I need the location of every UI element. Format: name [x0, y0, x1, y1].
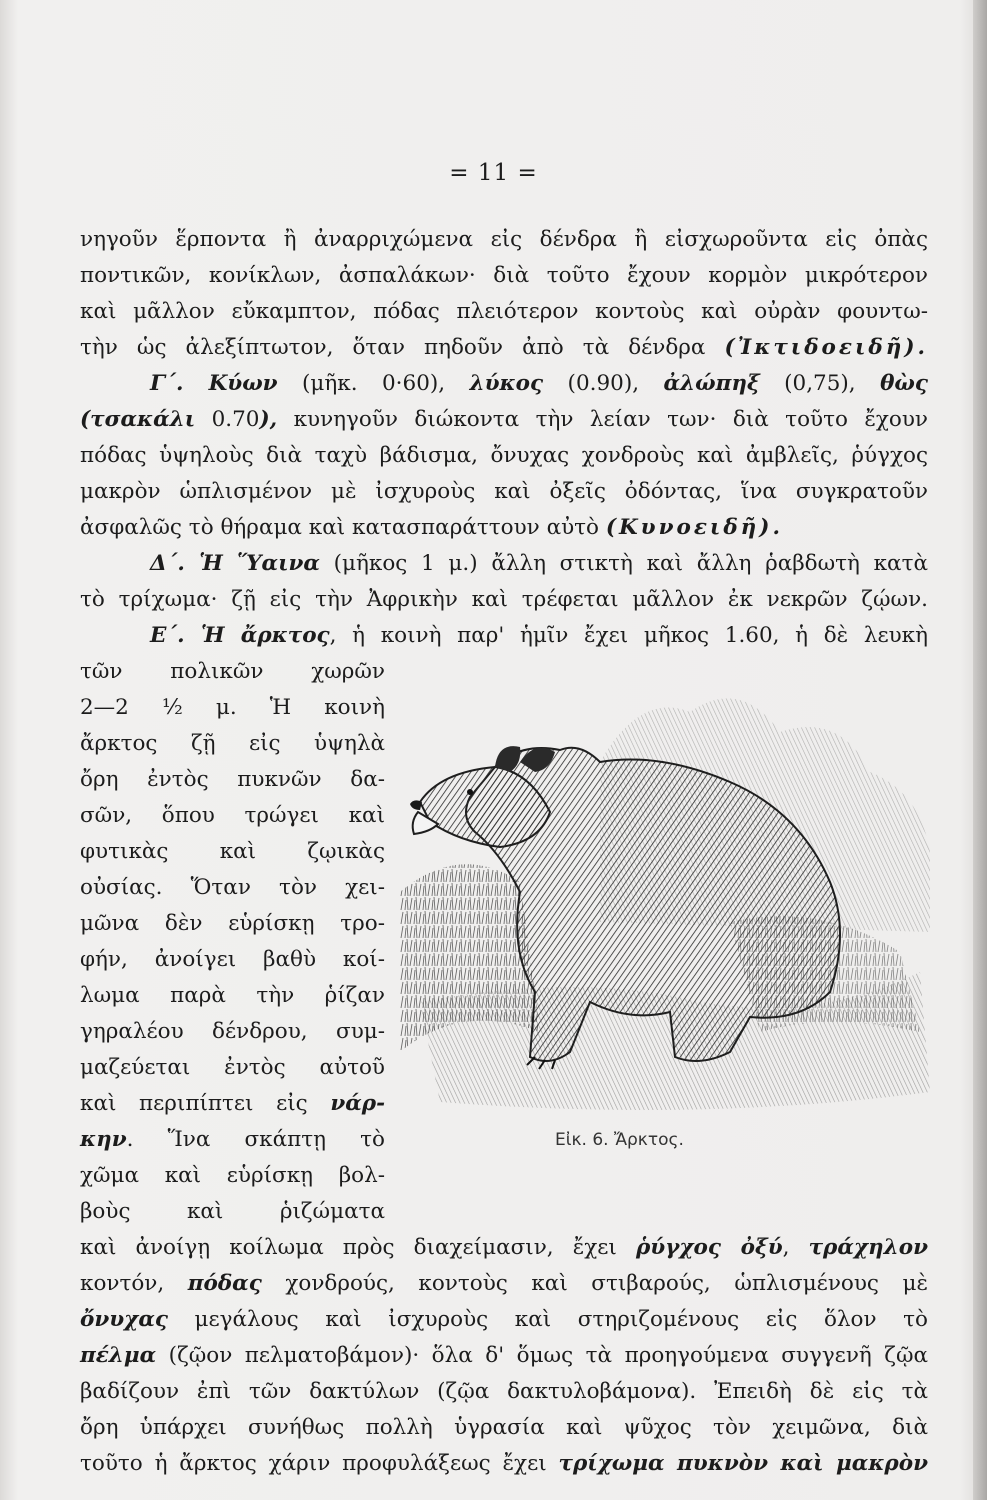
text-line: πόδας ὑψηλοὺς διὰ ταχὺ βάδισμα, ὄνυχας χονδροὺς καὶ ἀμβλεῖς, ῥύγχος: [80, 443, 928, 468]
term: πόδας: [187, 1271, 262, 1296]
text-line: βαδίζουν ἐπὶ τῶν δακτύλων (ζῷα δακτυλοβάμονα). Ἐπειδὴ δὲ εἰς τὰ: [80, 1379, 928, 1404]
text-line: Ε΄. Ἡ ἄρκτος, ἡ κοινὴ παρ' ἡμῖν ἔχει μῆκος 1.60, ἡ δὲ λευκὴ: [150, 623, 928, 648]
page-edge: [973, 0, 987, 1500]
figure-caption: Εἰκ. 6. Ἄρκτος.: [555, 1130, 684, 1150]
text-line: τὸ τρίχωμα· ζῇ εἰς τὴν Ἀφρικὴν καὶ τρέφεται μᾶλλον ἐκ νεκρῶν ζῴων.: [80, 587, 928, 612]
text-line: ὄρη ἐντὸς πυκνῶν δα-: [80, 767, 385, 792]
text-line: 2—2 ½ μ. Ἡ κοινὴ: [80, 695, 385, 720]
term: (Κυνοειδῆ).: [605, 515, 783, 540]
term: πέλμα: [80, 1343, 157, 1368]
heading-term: Δ΄. Ἡ Ὕαινα: [150, 551, 320, 576]
text-line: λωμα παρὰ τὴν ῥίζαν: [80, 983, 385, 1008]
heading-term: Γ΄. Κύων: [150, 371, 278, 396]
text-line: σῶν, ὅπου τρώγει καὶ: [80, 803, 385, 828]
text-line: κοντόν, πόδας χονδρούς, κοντοὺς καὶ στιβαρούς, ὡπλισμένους μὲ: [80, 1271, 929, 1296]
text-line: ποντικῶν, κονίκλων, ἀσπαλάκων· διὰ τοῦτο ἔχουν κορμὸν μικρότερον: [80, 263, 928, 288]
heading-term: Ε΄. Ἡ ἄρκτος: [150, 623, 330, 648]
text-line: πέλμα (ζῷον πελματοβάμον)· ὅλα δ' ὅμως τὰ προηγούμενα συγγενῆ ζῷα: [80, 1343, 928, 1368]
term: (τσακάλι: [80, 407, 196, 432]
text-line: ὄρη ὑπάρχει συνήθως πολλὴ ὑγρασία καὶ ψῦχος τὸν χειμῶνα, διὰ: [80, 1415, 928, 1440]
term: τρίχωμα πυκνὸν καὶ μακρὸν: [558, 1451, 928, 1476]
text-line: φυτικὰς καὶ ζῳικὰς: [80, 839, 385, 864]
text-line: ὄνυχας μεγάλους καὶ ἰσχυροὺς καὶ στηριζομένους εἰς ὅλον τὸ: [80, 1307, 928, 1332]
text-line: Γ΄. Κύων (μῆκ. 0·60), λύκος (0.90), ἀλώπηξ (0,75), θὼς: [150, 371, 928, 396]
text-line: ἀσφαλῶς τὸ θήραμα καὶ κατασπαράττουν αὐτὸ (Κυνοειδῆ).: [80, 515, 783, 540]
text-line: ἄρκτος ζῇ εἰς ὑψηλὰ: [80, 731, 385, 756]
text-line: γηραλέου δένδρου, συμ-: [80, 1019, 385, 1044]
text-line: καὶ μᾶλλον εὔκαμπτον, πόδας πλειότερον κοντοὺς καὶ οὐρὰν φουντω-: [80, 299, 928, 324]
text-line: τοῦτο ἡ ἄρκτος χάριν προφυλάξεως ἔχει τρίχωμα πυκνὸν καὶ μακρὸν: [80, 1451, 928, 1476]
text-line: Δ΄. Ἡ Ὕαινα (μῆκος 1 μ.) ἄλλη στικτὴ καὶ ἄλλη ῥαβδωτὴ κατὰ: [150, 551, 928, 576]
text-line: μῶνα δὲν εὑρίσκῃ τρο-: [80, 911, 385, 936]
text-line: μαζεύεται ἐντὸς αὐτοῦ: [80, 1055, 385, 1080]
term: θὼς: [880, 371, 928, 396]
bear-engraving-icon: [400, 672, 940, 1128]
text-line: μακρὸν ὡπλισμένον μὲ ἰσχυροὺς καὶ ὀξεῖς ὀδόντας, ἵνα συγκρατοῦν: [80, 479, 928, 504]
term: λύκος: [469, 371, 544, 396]
text-line: τὴν ὡς ἀλεξίπτωτον, ὅταν πηδοῦν ἀπὸ τὰ δένδρα (Ἰκτιδοειδῆ).: [80, 335, 928, 360]
term: κην: [80, 1127, 127, 1152]
term: ῥύγχος ὀξύ: [635, 1235, 783, 1260]
text-line: οὐσίας. Ὅταν τὸν χει-: [80, 875, 385, 900]
text-line: νηγοῦν ἕρποντα ἢ ἀναρριχώμενα εἰς δένδρα ἢ εἰσχωροῦντα εἰς ὀπὰς: [80, 227, 928, 252]
term: τράχηλον: [808, 1235, 928, 1260]
text-line: καὶ περιπίπτει εἰς νάρ-: [80, 1091, 385, 1116]
term: (Ἰκτιδοειδῆ).: [724, 335, 928, 360]
bear-illustration: [400, 672, 940, 1128]
text-line: τῶν πολικῶν χωρῶν: [80, 659, 385, 684]
page-number: = 11 =: [449, 160, 538, 186]
term: ὄνυχας: [80, 1307, 168, 1332]
term: νάρ-: [330, 1091, 385, 1116]
text-line: καὶ ἀνοίγῃ κοίλωμα πρὸς διαχείμασιν, ἔχει ῥύγχος ὀξύ, τράχηλον: [80, 1235, 928, 1260]
text-line: χῶμα καὶ εὑρίσκῃ βολ-: [80, 1163, 385, 1188]
text-line: βοὺς καὶ ῥιζώματα: [80, 1199, 385, 1224]
term: ἀλώπηξ: [663, 371, 760, 396]
text-line: κην. Ἵνα σκάπτῃ τὸ: [80, 1127, 385, 1152]
text-line: φήν, ἀνοίγει βαθὺ κοί-: [80, 947, 385, 972]
text-line: (τσακάλι 0.70), κυνηγοῦν διώκοντα τὴν λείαν των· διὰ τοῦτο ἔχουν: [80, 407, 928, 432]
